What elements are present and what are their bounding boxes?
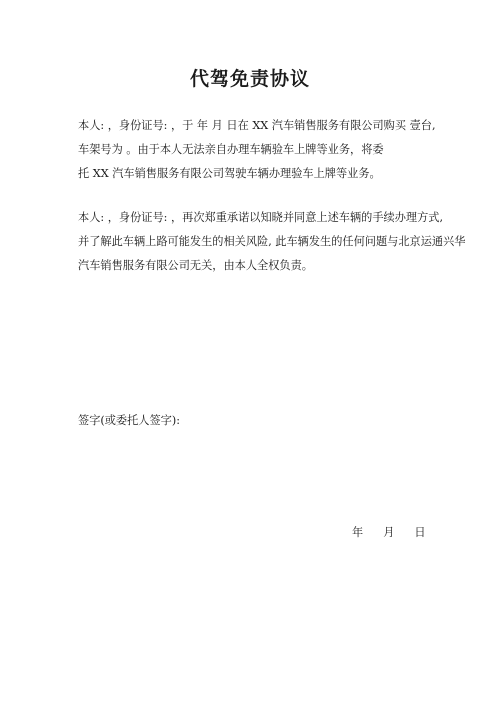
paragraph-line: 汽车销售服务有限公司无关，由本人全权负责。 — [78, 259, 313, 272]
paragraph-line: 本人: ，身份证号: ，于 年 月 日在 XX 汽车销售服务有限公司购买 壹台, — [78, 119, 436, 132]
paragraph-commitment — [78, 206, 466, 278]
paragraph-line: 本人: ，身份证号: ，再次郑重承诺以知晓并同意上述车辆的手续办理方式, — [78, 211, 444, 224]
document-title: 代驾免责协议 — [189, 68, 310, 90]
signature-label: 签字(或委托人签字): — [78, 414, 180, 427]
date-year-label: 年 — [352, 526, 364, 539]
date-line — [352, 524, 426, 540]
date-month-label: 月 — [383, 526, 395, 539]
paragraph-line: 车架号为 。由于本人无法亲自办理车辆验车上牌等业务，将委 — [78, 143, 384, 156]
date-day-label: 日 — [414, 526, 426, 539]
paragraph-entrustment — [78, 114, 436, 186]
paragraph-line: 并了解此车辆上路可能发生的相关风险, 此车辆发生的任何问题与北京运通兴华 — [78, 235, 466, 248]
paragraph-line: 托 XX 汽车销售服务有限公司驾驶车辆办理验车上牌等业务。 — [78, 167, 381, 180]
